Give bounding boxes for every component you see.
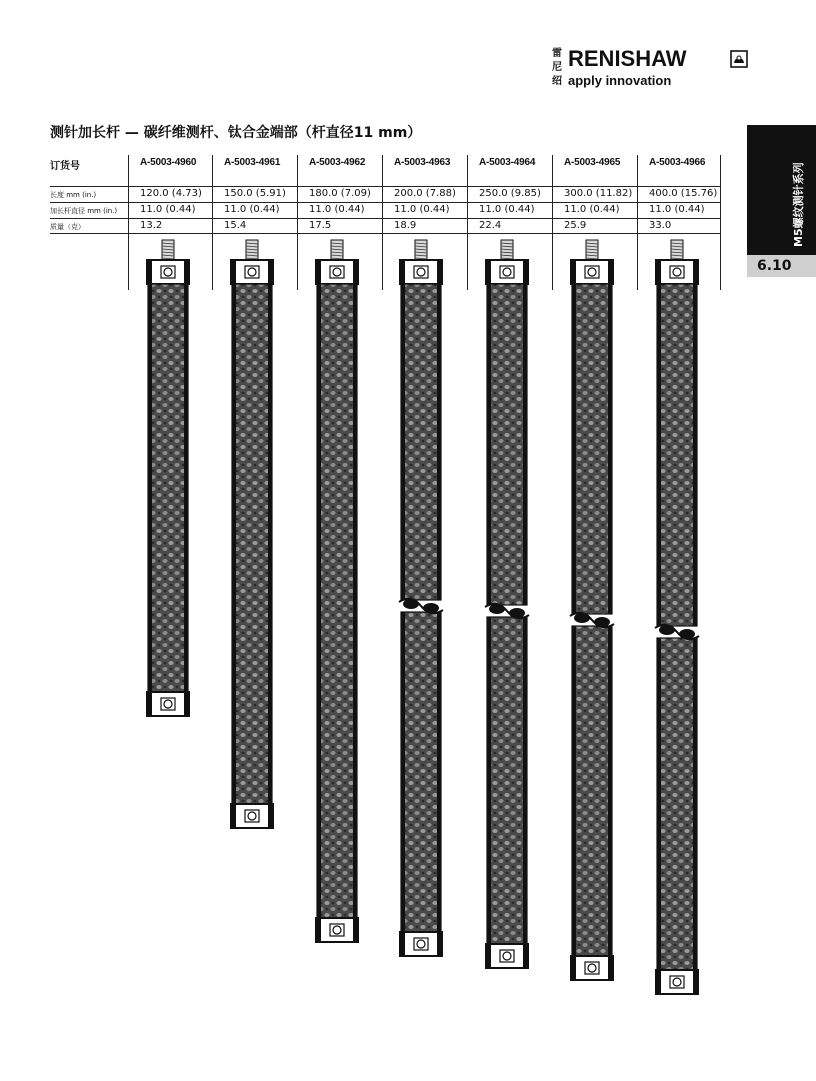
bottom-end-fitting-edge: [523, 944, 528, 968]
length-value: 150.0 (5.91): [224, 188, 286, 199]
carbon-tube: [317, 284, 357, 918]
bottom-end-fitting-edge: [184, 692, 189, 716]
diameter-value: 11.0 (0.44): [394, 204, 450, 215]
carbon-tube: [572, 626, 612, 956]
break-mark: [594, 617, 610, 627]
logo-cn-char: 绍: [552, 76, 562, 87]
break-mark: [574, 613, 590, 623]
cross-hole: [503, 952, 511, 960]
mass-value: 15.4: [224, 220, 247, 231]
top-end-fitting-edge: [437, 260, 442, 284]
carbon-tube: [657, 284, 697, 626]
tube-shadow: [693, 284, 697, 626]
tube-shadow: [317, 284, 321, 918]
top-end-fitting-edge: [316, 260, 321, 284]
length-value: 200.0 (7.88): [394, 188, 456, 199]
bottom-end-fitting-edge: [571, 956, 576, 980]
diameter-value: 11.0 (0.44): [309, 204, 365, 215]
tube-shadow: [148, 284, 152, 692]
cross-hole: [588, 268, 596, 276]
tube-shadow: [523, 284, 527, 605]
top-end-fitting-edge: [486, 260, 491, 284]
top-end-fitting-edge: [184, 260, 189, 284]
tube-shadow: [353, 284, 357, 918]
cross-hole: [503, 268, 511, 276]
length-value: 120.0 (4.73): [140, 188, 202, 199]
bottom-end-fitting-edge: [231, 804, 236, 828]
mass-value: 25.9: [564, 220, 587, 231]
top-end-fitting-edge: [608, 260, 613, 284]
diameter-value: 11.0 (0.44): [564, 204, 620, 215]
row-label-mass: 质量（克）: [50, 223, 85, 231]
bottom-end-fitting-edge: [353, 918, 358, 942]
mass-value: 17.5: [309, 220, 332, 231]
page-number: 6.10: [757, 258, 792, 274]
part-number: A-5003-4966: [649, 157, 706, 168]
tube-shadow: [608, 626, 612, 956]
length-value: 300.0 (11.82): [564, 188, 633, 199]
cross-hole: [333, 926, 341, 934]
carbon-tube: [572, 284, 612, 614]
tube-shadow: [184, 284, 188, 692]
logo-cn-char: 尼: [552, 62, 562, 73]
part-number: A-5003-4960: [140, 157, 197, 168]
top-end-fitting-edge: [268, 260, 273, 284]
break-mark: [509, 608, 525, 618]
carbon-tube: [148, 284, 188, 692]
cross-hole: [588, 964, 596, 972]
cross-hole: [673, 978, 681, 986]
tube-shadow: [693, 638, 697, 970]
break-mark: [679, 629, 695, 639]
logo-wordmark: RENISHAW: [568, 46, 687, 71]
bottom-end-fitting-edge: [316, 918, 321, 942]
mass-value: 22.4: [479, 220, 502, 231]
carbon-tube: [487, 617, 527, 944]
row-label-order: 订货号: [50, 161, 80, 172]
cross-hole: [248, 812, 256, 820]
part-number: A-5003-4964: [479, 157, 536, 168]
top-end-fitting-edge: [147, 260, 152, 284]
diameter-value: 11.0 (0.44): [224, 204, 280, 215]
bottom-end-fitting-edge: [400, 932, 405, 956]
tube-shadow: [608, 284, 612, 614]
row-label-diameter: 加长杆直径 mm (in.): [50, 207, 118, 215]
top-end-fitting-edge: [400, 260, 405, 284]
tube-shadow: [437, 284, 441, 600]
bottom-end-fitting-edge: [693, 970, 698, 994]
bottom-end-fitting-edge: [608, 956, 613, 980]
carbon-tube: [487, 284, 527, 605]
cross-hole: [333, 268, 341, 276]
tube-shadow: [268, 284, 272, 804]
bottom-end-fitting-edge: [437, 932, 442, 956]
tube-shadow: [437, 612, 441, 932]
tube-shadow: [657, 638, 661, 970]
break-mark: [489, 604, 505, 614]
bottom-end-fitting-edge: [147, 692, 152, 716]
diameter-value: 11.0 (0.44): [140, 204, 196, 215]
logo-tagline: apply innovation: [568, 73, 672, 88]
cross-hole: [164, 700, 172, 708]
tube-shadow: [487, 284, 491, 605]
tube-shadow: [572, 626, 576, 956]
length-value: 400.0 (15.76): [649, 188, 718, 199]
bottom-end-fitting-edge: [656, 970, 661, 994]
tube-shadow: [232, 284, 236, 804]
top-end-fitting-edge: [656, 260, 661, 284]
cross-hole: [164, 268, 172, 276]
break-mark: [659, 625, 675, 635]
part-number: A-5003-4961: [224, 157, 281, 168]
top-end-fitting-edge: [523, 260, 528, 284]
length-value: 250.0 (9.85): [479, 188, 541, 199]
carbon-tube: [401, 284, 441, 600]
top-end-fitting-edge: [571, 260, 576, 284]
section-label: M5螺纹测针系列: [792, 162, 805, 247]
tube-shadow: [487, 617, 491, 944]
cross-hole: [417, 268, 425, 276]
page-title: 测针加长杆 — 碳纤维测杆、钛合金端部（杆直径11 mm）: [50, 125, 422, 141]
part-number: A-5003-4965: [564, 157, 621, 168]
part-number: A-5003-4962: [309, 157, 366, 168]
top-end-fitting-edge: [353, 260, 358, 284]
diameter-value: 11.0 (0.44): [479, 204, 535, 215]
bottom-end-fitting-edge: [486, 944, 491, 968]
tube-shadow: [523, 617, 527, 944]
top-end-fitting-edge: [231, 260, 236, 284]
mass-value: 18.9: [394, 220, 417, 231]
break-mark: [423, 603, 439, 613]
mass-value: 33.0: [649, 220, 672, 231]
break-mark: [403, 599, 419, 609]
tube-shadow: [401, 284, 405, 600]
bottom-end-fitting-edge: [268, 804, 273, 828]
carbon-tube: [401, 612, 441, 932]
top-end-fitting-edge: [693, 260, 698, 284]
carbon-tube: [657, 638, 697, 970]
length-value: 180.0 (7.09): [309, 188, 371, 199]
logo-cn-char: 雷: [552, 48, 562, 59]
carbon-tube: [232, 284, 272, 804]
row-label-length: 长度 mm (in.): [50, 191, 97, 199]
diameter-value: 11.0 (0.44): [649, 204, 705, 215]
cross-hole: [417, 940, 425, 948]
cross-hole: [248, 268, 256, 276]
tube-shadow: [572, 284, 576, 614]
part-number: A-5003-4963: [394, 157, 451, 168]
tube-shadow: [657, 284, 661, 626]
cross-hole: [673, 268, 681, 276]
mass-value: 13.2: [140, 220, 163, 231]
tube-shadow: [401, 612, 405, 932]
